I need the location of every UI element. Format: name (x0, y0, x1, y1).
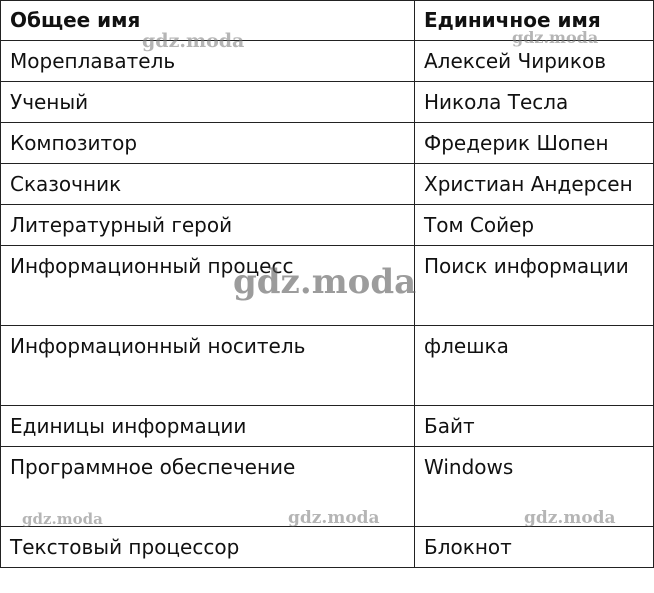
common-name-cell: Ученый (1, 82, 415, 123)
watermark: gdz.moda (142, 30, 245, 52)
proper-name-cell: Алексей Чириков (415, 41, 654, 82)
proper-name-cell: Windows (415, 447, 654, 527)
proper-name-cell: Поиск информации (415, 246, 654, 326)
common-name-cell: Литературный герой (1, 205, 415, 246)
proper-name-cell: Блокнот (415, 527, 654, 568)
header-common-name: Общее имя (1, 1, 415, 41)
proper-name-cell: флешка (415, 326, 654, 406)
table-row (1, 246, 654, 326)
common-name-cell: Программное обеспечение (1, 447, 415, 527)
common-name-cell: Единицы информации (1, 406, 415, 447)
common-name-cell: Сказочник (1, 164, 415, 205)
proper-name-cell: Фредерик Шопен (415, 123, 654, 164)
table-row (1, 527, 654, 568)
common-name-cell: Текстовый процессор (1, 527, 415, 568)
table-row (1, 406, 654, 447)
common-name-cell: Информационный процесс (1, 246, 415, 326)
watermark: gdz.moda (233, 262, 417, 302)
table-row (1, 205, 654, 246)
watermark: gdz.moda (524, 508, 616, 528)
common-name-cell: Мореплаватель (1, 41, 415, 82)
proper-name-cell: Том Сойер (415, 205, 654, 246)
watermark: gdz.moda (512, 28, 599, 47)
proper-name-cell: Байт (415, 406, 654, 447)
header-row (1, 1, 654, 41)
table-row (1, 123, 654, 164)
common-name-cell: Информационный носитель (1, 326, 415, 406)
watermark: gdz.moda (288, 508, 380, 528)
table-row (1, 41, 654, 82)
proper-name-cell: Никола Тесла (415, 82, 654, 123)
table-row (1, 82, 654, 123)
table-row (1, 447, 654, 527)
common-name-cell: Композитор (1, 123, 415, 164)
watermark: gdz.moda (22, 510, 103, 528)
table-row (1, 326, 654, 406)
header-proper-name: Единичное имя (415, 1, 654, 41)
proper-name-cell: Христиан Андерсен (415, 164, 654, 205)
table-row (1, 164, 654, 205)
